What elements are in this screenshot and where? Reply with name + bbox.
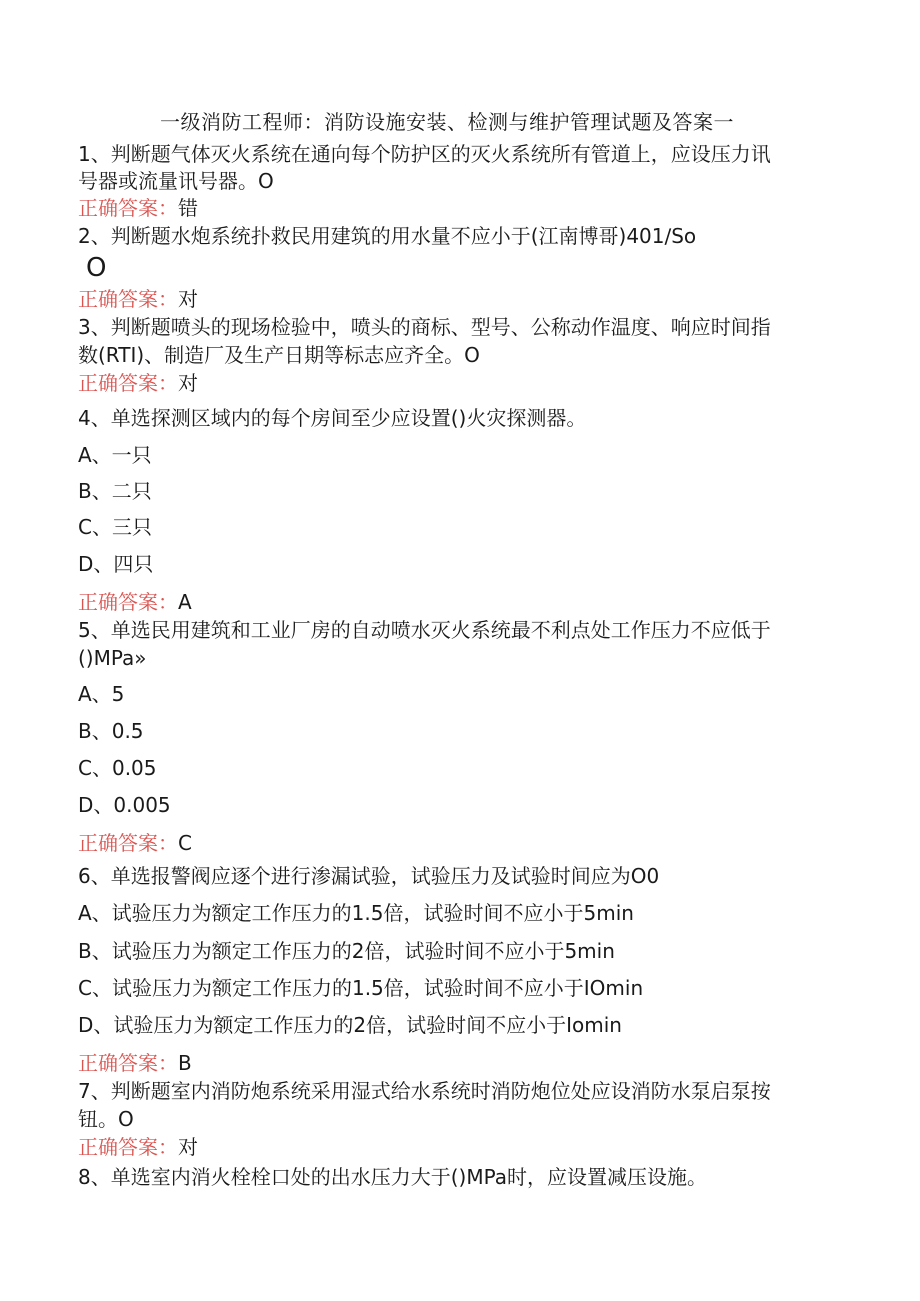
answer-label: 正确答案： (78, 1135, 178, 1159)
q5-option-a: A、5 (78, 682, 125, 706)
answer-value: A (178, 590, 192, 614)
answer-value: B (178, 1051, 192, 1075)
q6-option-b: B、试验压力为额定工作压力的2倍，试验时间不应小于5min (78, 939, 615, 963)
q7-stem-line2: 钮。O (78, 1107, 134, 1131)
q4-stem: 4、单选探测区域内的每个房间至少应设置()火灾探测器。 (78, 406, 587, 430)
q4-option-d: D、四只 (78, 552, 154, 576)
answer-label: 正确答案： (78, 196, 178, 220)
q6-option-a: A、试验压力为额定工作压力的1.5倍，试验时间不应小于5min (78, 901, 634, 925)
q5-option-b: B、0.5 (78, 719, 144, 743)
answer-label: 正确答案： (78, 287, 178, 311)
answer-label: 正确答案： (78, 371, 178, 395)
q5-option-c: C、0.05 (78, 756, 157, 780)
q2-stem-line2: O (86, 253, 107, 283)
q8-stem: 8、单选室内消火栓栓口处的出水压力大于()MPa时，应设置减压设施。 (78, 1165, 708, 1189)
q5-stem-line2: ()MPa» (78, 646, 147, 670)
q7-stem-line1: 7、判断题室内消防炮系统采用湿式给水系统时消防炮位处应设消防水泵启泵按 (78, 1079, 771, 1103)
q5-answer (78, 829, 192, 857)
q4-answer (78, 588, 192, 616)
q3-stem-line1: 3、判断题喷头的现场检验中，喷头的商标、型号、公称动作温度、响应时间指 (78, 315, 771, 339)
q4-option-b: B、二只 (78, 479, 152, 503)
q1-answer (78, 194, 198, 222)
q1-stem-line2: 号器或流量讯号器。O (78, 169, 274, 193)
answer-label: 正确答案： (78, 1051, 178, 1075)
q6-stem: 6、单选报警阀应逐个进行渗漏试验，试验压力及试验时间应为O0 (78, 864, 660, 888)
q5-option-d: D、0.005 (78, 793, 171, 817)
q3-answer (78, 369, 198, 397)
q4-option-a: A、一只 (78, 443, 152, 467)
q2-stem-line1: 2、判断题水炮系统扑救民用建筑的用水量不应小于(江南博哥)401∕So (78, 224, 697, 248)
q3-stem-line2: 数(RTI)、制造厂及生产日期等标志应齐全。O (78, 343, 480, 367)
document-title: 一级消防工程师：消防设施安装、检测与维护管理试题及答案一 (160, 110, 734, 134)
q1-stem-line1: 1、判断题气体灭火系统在通向每个防护区的灭火系统所有管道上，应设压力讯 (78, 142, 771, 166)
q5-stem-line1: 5、单选民用建筑和工业厂房的自动喷水灭火系统最不利点处工作压力不应低于 (78, 618, 771, 642)
answer-value: C (178, 831, 192, 855)
q2-answer (78, 285, 198, 313)
answer-label: 正确答案： (78, 831, 178, 855)
q6-option-d: D、试验压力为额定工作压力的2倍，试验时间不应小于Iomin (78, 1013, 622, 1037)
q6-option-c: C、试验压力为额定工作压力的1.5倍，试验时间不应小于IOmin (78, 976, 644, 1000)
q4-option-c: C、三只 (78, 515, 152, 539)
answer-value: 对 (178, 287, 198, 311)
answer-value: 对 (178, 371, 198, 395)
q7-answer (78, 1133, 198, 1161)
answer-value: 对 (178, 1135, 198, 1159)
answer-label: 正确答案： (78, 590, 178, 614)
answer-value: 错 (178, 196, 198, 220)
q6-answer (78, 1049, 192, 1077)
